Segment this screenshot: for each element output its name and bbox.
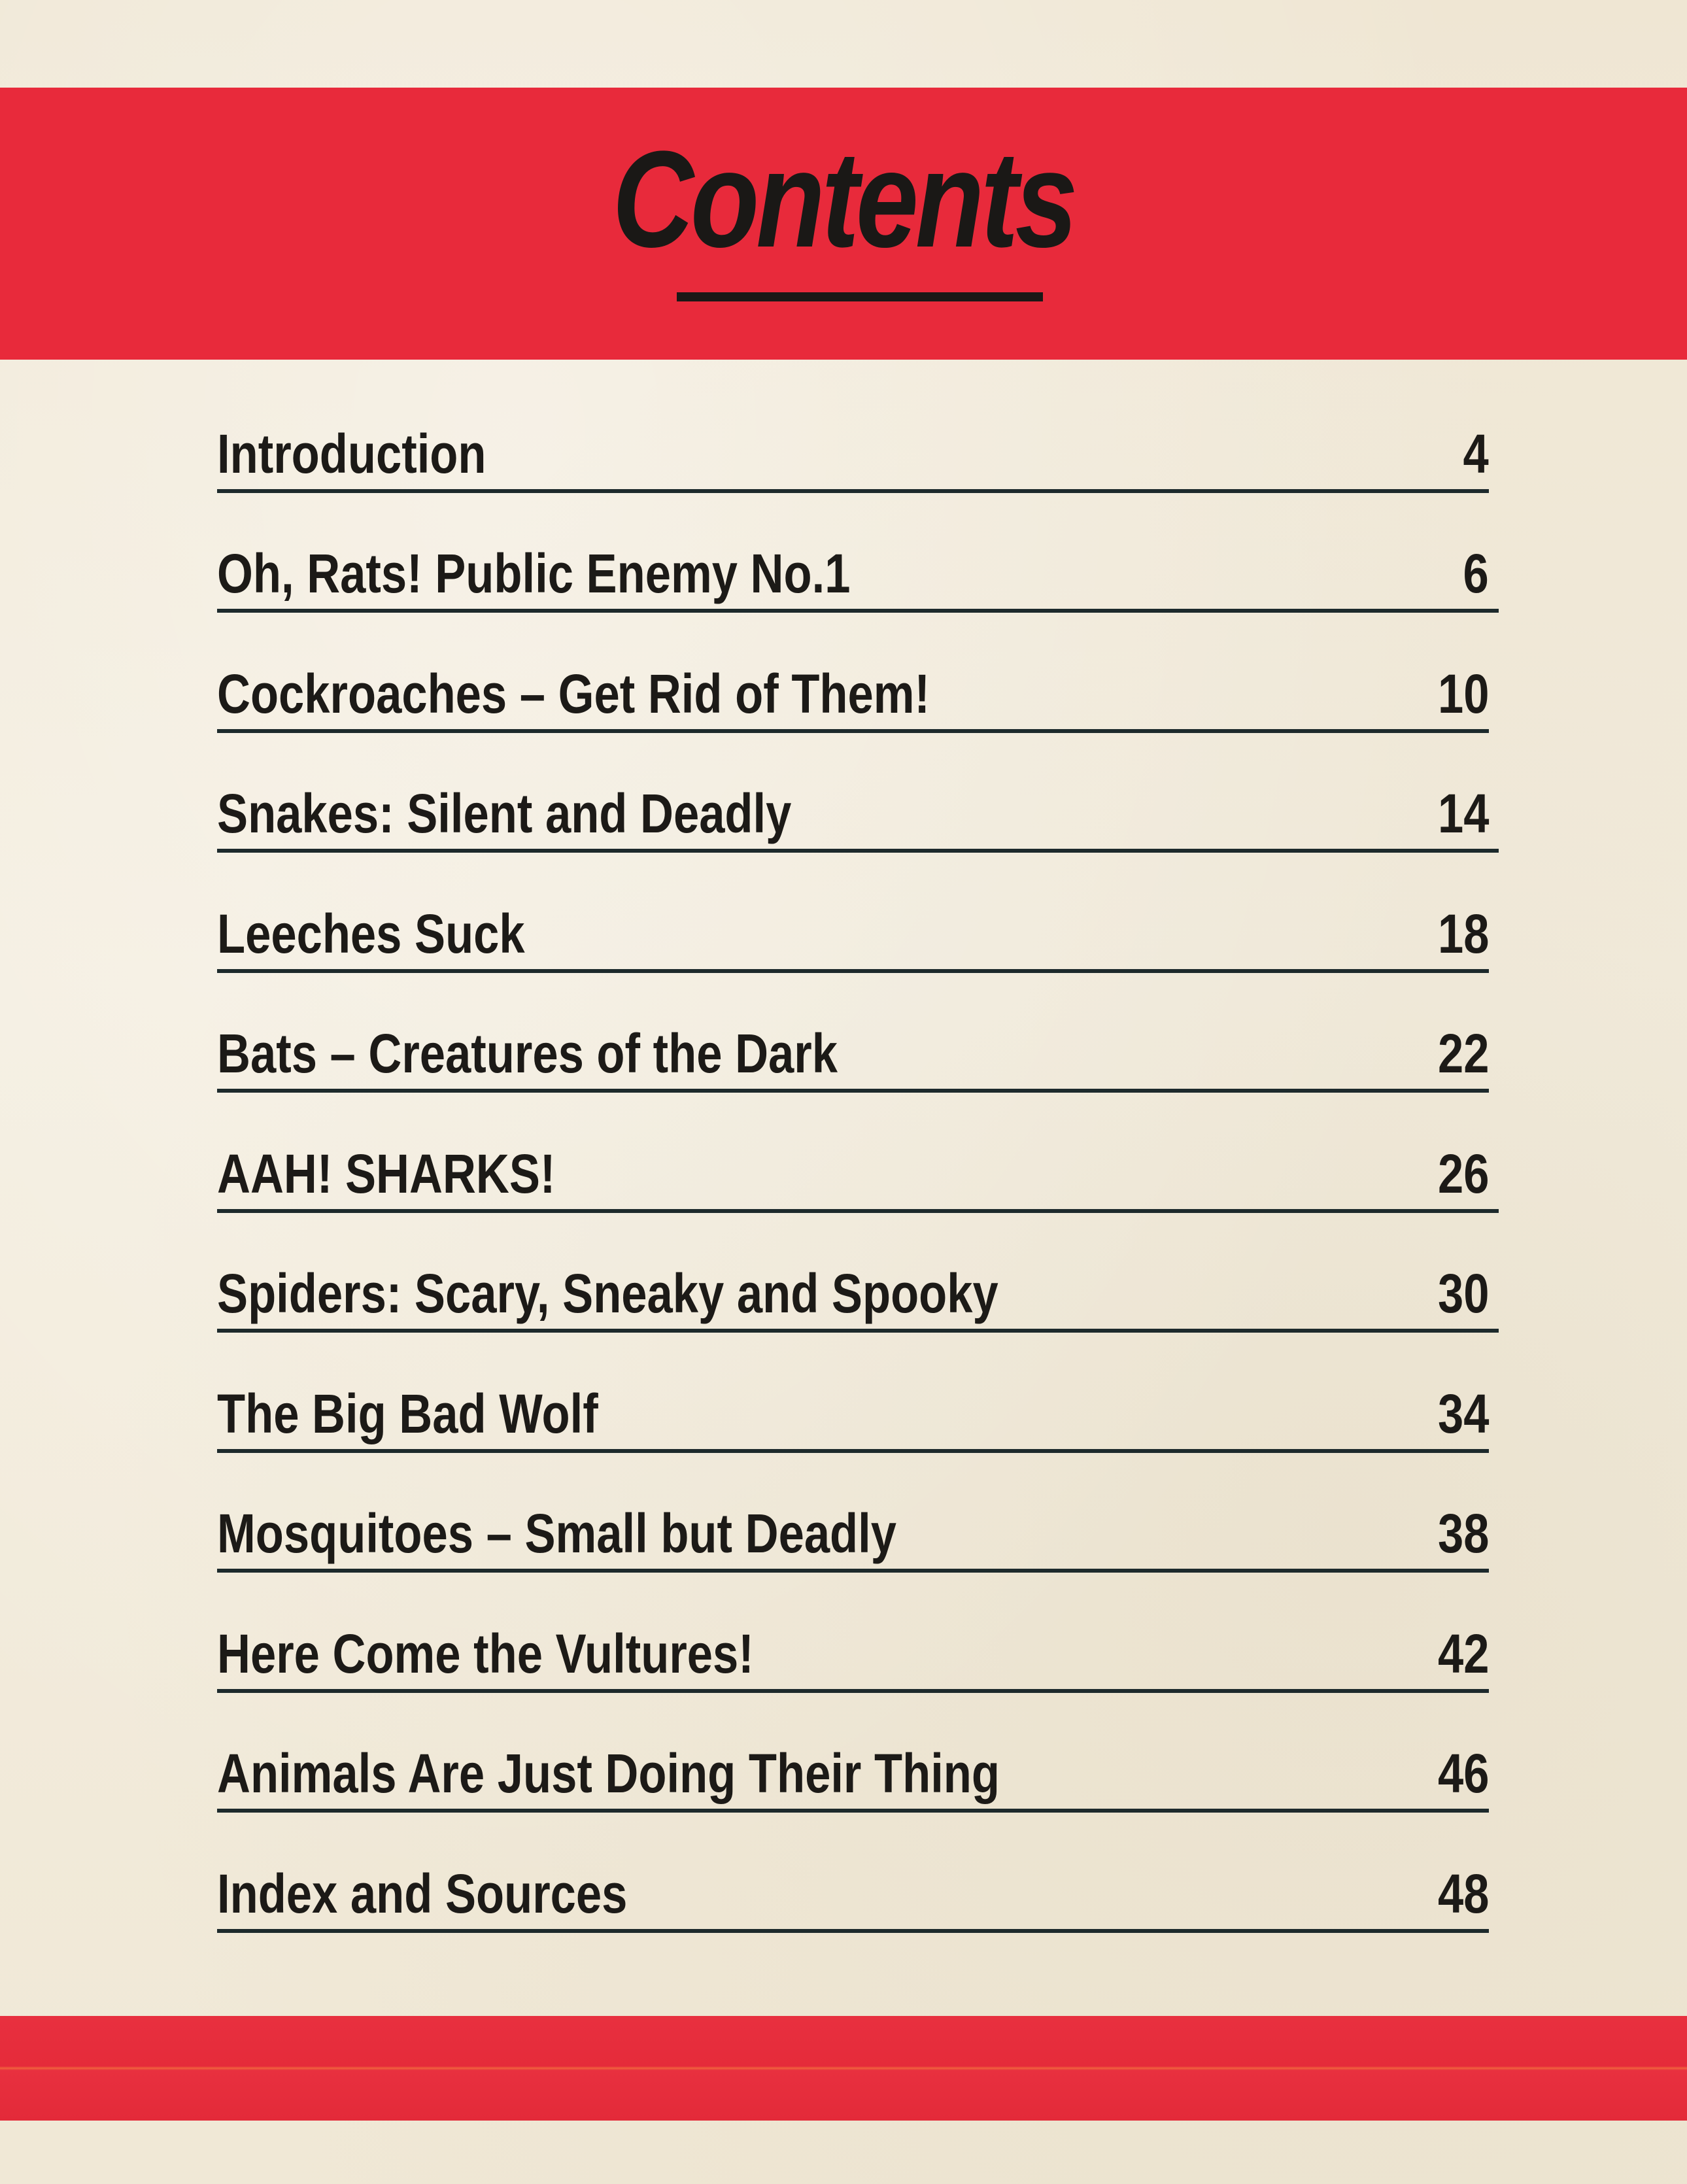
toc-entry-page: 18 [1437, 902, 1489, 964]
toc-entry-title: Oh, Rats! Public Enemy No.1 [217, 543, 851, 604]
toc-entry-page: 46 [1437, 1743, 1489, 1804]
toc-entry[interactable] [217, 1093, 1489, 1213]
toc-entry-page: 14 [1437, 783, 1489, 844]
toc-entry-title: Spiders: Scary, Sneaky and Spooky [217, 1263, 998, 1324]
toc-entry-title: Index and Sources [217, 1862, 628, 1924]
toc-entry-page: 38 [1437, 1503, 1489, 1564]
page-title: Contents [612, 122, 1075, 276]
toc-entry-page: 48 [1437, 1862, 1489, 1924]
toc-entry[interactable] [217, 613, 1489, 733]
footer-band [0, 2016, 1687, 2121]
toc-entry[interactable] [217, 1213, 1489, 1333]
toc-entry-title: Leeches Suck [217, 902, 525, 964]
toc-divider [217, 1929, 1489, 1933]
toc-entry[interactable] [217, 373, 1489, 493]
toc-entry-title: Introduction [217, 422, 486, 485]
toc-entry-title: The Big Bad Wolf [217, 1382, 598, 1444]
toc-entry[interactable] [217, 1333, 1489, 1453]
toc-entry[interactable] [217, 853, 1489, 973]
toc-entry-title: Cockroaches – Get Rid of Them! [217, 662, 930, 725]
toc-entry[interactable] [217, 1453, 1489, 1573]
toc-entry[interactable] [217, 1573, 1489, 1693]
toc-entry[interactable] [217, 1813, 1489, 1933]
toc-entry-title: Snakes: Silent and Deadly [217, 783, 792, 844]
toc-entry-page: 4 [1463, 422, 1489, 485]
toc-entry-title: Mosquitoes – Small but Deadly [217, 1503, 897, 1564]
toc-entry-title: Here Come the Vultures! [217, 1622, 754, 1684]
table-of-contents [217, 373, 1489, 1933]
toc-entry-page: 42 [1437, 1622, 1489, 1684]
toc-entry-page: 30 [1437, 1263, 1489, 1324]
toc-entry[interactable] [217, 493, 1489, 613]
toc-entry[interactable] [217, 973, 1489, 1093]
toc-entry-title: AAH! SHARKS! [217, 1142, 556, 1204]
toc-entry[interactable] [217, 733, 1489, 853]
toc-entry-page: 22 [1437, 1023, 1489, 1084]
title-underline [677, 292, 1043, 301]
toc-entry-page: 10 [1437, 662, 1489, 725]
toc-entry-page: 34 [1437, 1382, 1489, 1444]
toc-entry[interactable] [217, 1693, 1489, 1813]
toc-entry-page: 6 [1463, 543, 1489, 604]
toc-entry-page: 26 [1437, 1142, 1489, 1204]
toc-entry-title: Animals Are Just Doing Their Thing [217, 1743, 1000, 1804]
toc-entry-title: Bats – Creatures of the Dark [217, 1023, 838, 1084]
